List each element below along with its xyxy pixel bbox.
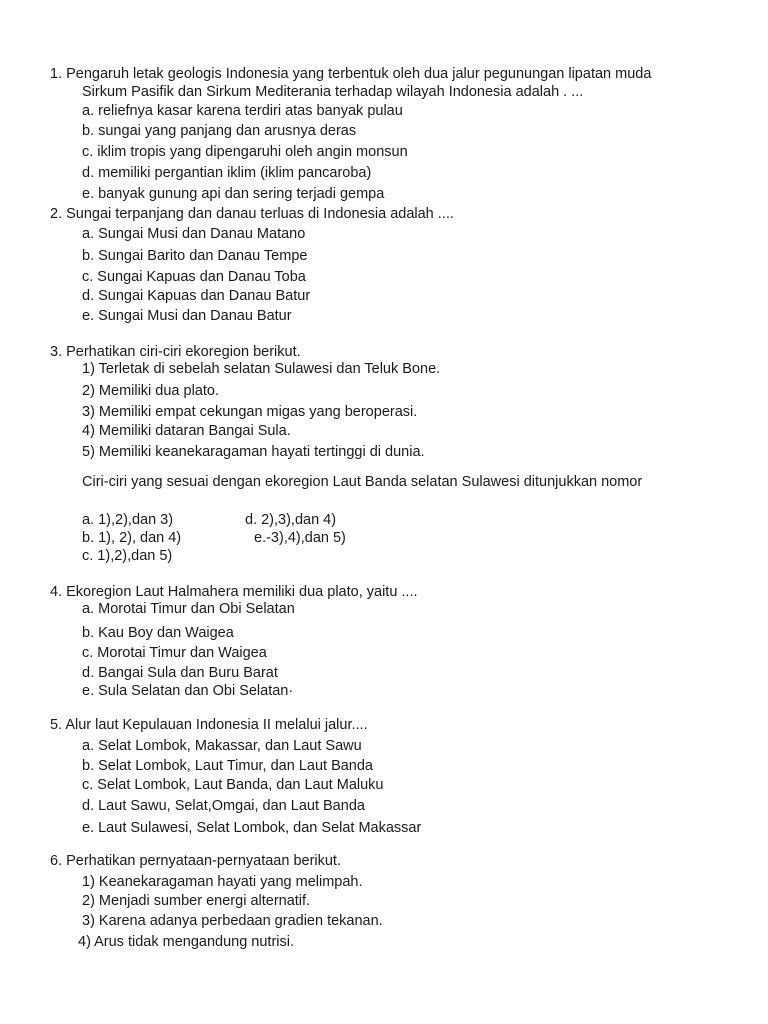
question-5-stem: 5. Alur laut Kepulauan Indonesia II melalui jalur....	[50, 717, 368, 733]
question-3-option-e: e.-3),4),dan 5)	[254, 530, 346, 546]
question-5-option-e: e. Laut Sulawesi, Selat Lombok, dan Selat Makassar	[82, 820, 422, 836]
question-1-option-b: b. sungai yang panjang dan arusnya deras	[82, 123, 357, 139]
question-1-option-c: c. iklim tropis yang dipengaruhi oleh angin monsun	[82, 144, 408, 160]
question-3-question: Ciri-ciri yang sesuai dengan ekoregion Laut Banda selatan Sulawesi ditunjukkan nomor	[82, 474, 643, 490]
question-2-option-a: a. Sungai Musi dan Danau Matano	[82, 226, 306, 242]
question-3-option-c: c. 1),2),dan 5)	[82, 548, 173, 564]
question-6-item-2: 2) Menjadi sumber energi alternatif.	[82, 893, 311, 909]
question-4-option-e: e. Sula Selatan dan Obi Selatan·	[82, 683, 294, 699]
question-1-option-d: d. memiliki pergantian iklim (iklim pancaroba)	[82, 165, 372, 181]
question-4-option-b: b. Kau Boy dan Waigea	[82, 625, 234, 641]
question-2-option-c: c. Sungai Kapuas dan Danau Toba	[82, 269, 306, 285]
question-5-option-c: c. Selat Lombok, Laut Banda, dan Laut Maluku	[82, 777, 384, 793]
question-6-item-4: 4) Arus tidak mengandung nutrisi.	[78, 934, 295, 950]
question-3-option-b: b. 1), 2), dan 4)	[82, 530, 182, 546]
question-1-stem-continued: Sirkum Pasifik dan Sirkum Mediterania terhadap wilayah Indonesia adalah . ...	[82, 84, 584, 100]
question-5-option-d: d. Laut Sawu, Selat,Omgai, dan Laut Banda	[82, 798, 365, 814]
question-4-option-a: a. Morotai Timur dan Obi Selatan	[82, 601, 295, 617]
question-2-option-e: e. Sungai Musi dan Danau Batur	[82, 308, 292, 324]
question-4-option-c: c. Morotai Timur dan Waigea	[82, 645, 267, 661]
question-4-stem: 4. Ekoregion Laut Halmahera memiliki dua plato, yaitu ....	[50, 584, 418, 600]
question-3-item-1: 1) Terletak di sebelah selatan Sulawesi dan Teluk Bone.	[82, 361, 441, 377]
question-3-item-3: 3) Memiliki empat cekungan migas yang beroperasi.	[82, 404, 418, 420]
question-2-option-d: d. Sungai Kapuas dan Danau Batur	[82, 288, 311, 304]
question-6-item-3: 3) Karena adanya perbedaan gradien tekanan.	[82, 913, 383, 929]
question-3-option-a: a. 1),2),dan 3)	[82, 512, 174, 528]
question-3-item-4: 4) Memiliki dataran Bangai Sula.	[82, 423, 291, 439]
question-6-item-1: 1) Keanekaragaman hayati yang melimpah.	[82, 874, 363, 890]
question-5-option-a: a. Selat Lombok, Makassar, dan Laut Sawu	[82, 738, 362, 754]
question-6-stem: 6. Perhatikan pernyataan-pernyataan berikut.	[50, 853, 341, 869]
question-2-stem: 2. Sungai terpanjang dan danau terluas di Indonesia adalah ....	[50, 206, 454, 222]
question-1-option-a: a. reliefnya kasar karena terdiri atas banyak pulau	[82, 103, 403, 119]
question-3-item-2: 2) Memiliki dua plato.	[82, 383, 219, 399]
question-3-option-d: d. 2),3),dan 4)	[245, 512, 337, 528]
question-2-option-b: b. Sungai Barito dan Danau Tempe	[82, 248, 308, 264]
question-3-stem: 3. Perhatikan ciri-ciri ekoregion berikut.	[50, 344, 301, 360]
question-4-option-d: d. Bangai Sula dan Buru Barat	[82, 665, 278, 681]
question-3-item-5: 5) Memiliki keanekaragaman hayati tertinggi di dunia.	[82, 444, 425, 460]
question-5-option-b: b. Selat Lombok, Laut Timur, dan Laut Banda	[82, 758, 373, 774]
question-1-option-e: e. banyak gunung api dan sering terjadi gempa	[82, 186, 385, 202]
question-1-stem: 1. Pengaruh letak geologis Indonesia yang terbentuk oleh dua jalur pegunungan lipatan muda	[50, 66, 652, 82]
